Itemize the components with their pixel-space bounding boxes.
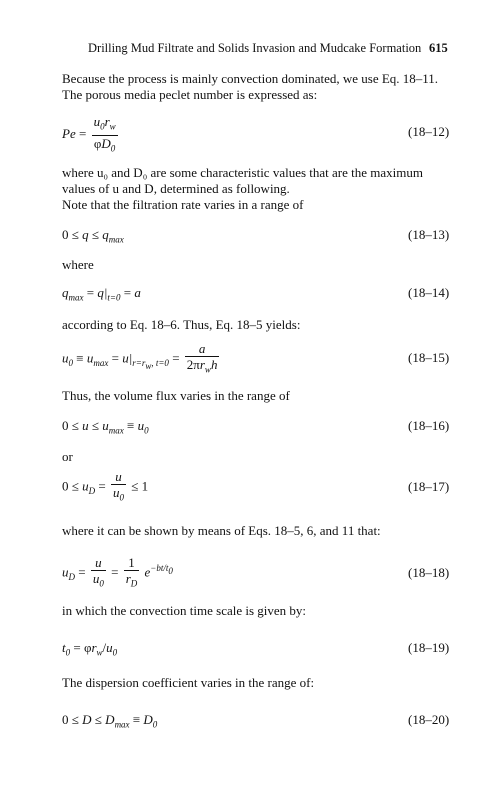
equation-18-15: $u_0 \equiv u_{max} = u|_{r=r_w, t=0}$ = $\frac{a}{2\pi r_wh}$ <box>62 341 218 375</box>
paragraph-1-line-2: The porous media peclet number is expressed as: <box>62 87 318 102</box>
equation-number-18-16: (18–16) <box>408 418 450 433</box>
paragraph-2 <box>62 165 462 213</box>
where-label: where <box>62 257 94 272</box>
convection-text: in which the convection time scale is given by: <box>62 603 307 618</box>
equation-number-18-15: (18–15) <box>408 350 450 365</box>
equation-number-18-17: (18–17) <box>408 479 450 494</box>
equation-18-18: $u_D$ = $\frac{u}{u_0}$ = $\frac{1}{r_D}$ $e^{-bt/t_0}$ <box>62 555 173 589</box>
paragraph-2-line-1: where u₀ and D₀ are some characteristic values that are the maximum <box>62 165 423 180</box>
equation-18-19: $t_0 = \varphi r_w/u_0$ <box>62 640 118 658</box>
equation-18-12: Pe = $\frac{u_0r_w}{\varphi D_0}$ <box>62 114 116 154</box>
equation-number-18-20: (18–20) <box>408 712 450 727</box>
equation-number-18-18: (18–18) <box>408 565 450 580</box>
running-header: Drilling Mud Filtrate and Solids Invasion and Mudcake Formation <box>88 41 422 55</box>
equation-18-17: $0 \le u_D$ = $\frac{u}{u_0}$ ≤ 1 <box>62 469 149 503</box>
shown-text: where it can be shown by means of Eqs. 18–5, 6, and 11 that: <box>62 523 381 538</box>
or-label: or <box>62 449 73 464</box>
equation-number-18-14: (18–14) <box>408 285 450 300</box>
equation-number-18-13: (18–13) <box>408 227 450 242</box>
paragraph-2-line-2: values of u and D, determined as following. <box>62 181 290 196</box>
equation-18-20: $0 \le D \le D_{max} \equiv D_0$ <box>62 712 158 730</box>
according-text: according to Eq. 18–6. Thus, Eq. 18–5 yields: <box>62 317 301 332</box>
equation-number-18-12: (18–12) <box>408 124 450 139</box>
dispersion-text: The dispersion coefficient varies in the range of: <box>62 675 315 690</box>
equation-18-13: $0 \le q \le q_{max}$ <box>62 227 124 245</box>
paragraph-3: Note that the filtration rate varies in a range of <box>62 197 304 212</box>
paragraph-1 <box>62 71 462 103</box>
page-number: 615 <box>429 41 448 55</box>
paragraph-1-line-1: Because the process is mainly convection dominated, we use Eq. 18–11. <box>62 71 439 86</box>
equation-18-16: $0 \le u \le u_{max} \equiv u_0$ <box>62 418 149 436</box>
thus-text: Thus, the volume flux varies in the range of <box>62 388 290 403</box>
equation-number-18-19: (18–19) <box>408 640 450 655</box>
equation-18-14: $q_{max} = q|_{t=0} = a$ <box>62 285 141 303</box>
